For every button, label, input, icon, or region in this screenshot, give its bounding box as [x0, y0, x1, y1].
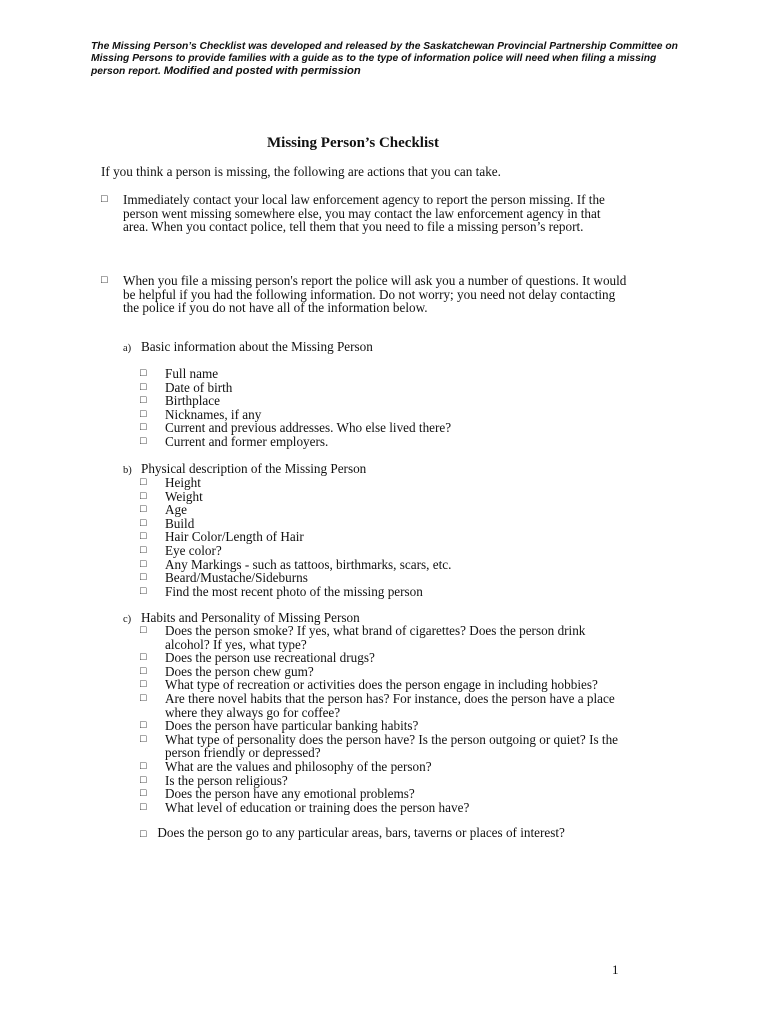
list-item: □ Beard/Mustache/Sideburns — [140, 570, 308, 586]
checkbox-icon: □ — [140, 477, 147, 488]
list-item: □ Weight — [140, 488, 203, 504]
list-item: □ Build — [140, 515, 195, 531]
header-note-tail: Modified and posted with permission — [163, 65, 361, 77]
checkbox-icon: □ — [140, 490, 147, 502]
checkbox-icon: □ — [140, 381, 147, 393]
list-item: □ Is the person religious? — [140, 772, 288, 788]
checkbox-icon: □ — [140, 801, 147, 813]
header-note — [91, 41, 691, 78]
checkbox-icon: □ — [140, 625, 147, 636]
checkbox-icon: □ — [140, 395, 147, 407]
header-note-main: The Missing Person’s Checklist was developed and released by the Saskatchewan Provincial Partnership Committee on Missing Persons to provide families with a guide as to the type of information police will need when filing a missing person report. — [91, 41, 678, 77]
checkbox-icon: □ — [140, 368, 147, 379]
list-item: □ Eye color? — [140, 542, 222, 558]
checkbox-icon: □ — [140, 422, 147, 434]
section-b-list — [140, 476, 620, 598]
checkbox-icon: □ — [140, 517, 147, 529]
checkbox-icon: □ — [140, 829, 147, 840]
checklist-item-report-info — [101, 274, 629, 315]
checkbox-icon: □ — [140, 760, 147, 772]
list-item: □ Full name — [140, 366, 219, 381]
checkbox-icon: □ — [140, 665, 147, 677]
section-letter: b) — [123, 465, 132, 476]
list-item: □ Hair Color/Length of Hair — [140, 529, 304, 545]
page-title: Missing Person’s Checklist — [267, 135, 439, 151]
section-title: Physical description of the Missing Person — [141, 461, 367, 476]
section-letter: c) — [123, 614, 132, 625]
section-a-label — [123, 340, 643, 356]
checkbox-icon: □ — [140, 652, 147, 664]
checkbox-icon: □ — [140, 531, 147, 543]
checkbox-icon: □ — [140, 544, 147, 556]
list-item: □ Find the most recent photo of the missing person — [140, 583, 423, 599]
section-title: Basic information about the Missing Person — [141, 339, 373, 354]
checkbox-icon: □ — [101, 274, 108, 286]
checklist-item-text: Immediately contact your local law enforcement agency to report the person missing. If the person went missing somewhere else, you may contact the law enforcement agency in that area. When you contact police, tell them that you need to file a missing person’s report. — [123, 192, 605, 235]
list-item: □ What level of education or training does the person have? — [140, 799, 470, 815]
list-item: □ Nicknames, if any — [140, 406, 262, 422]
list-item: □ Does the person chew gum? — [140, 663, 314, 679]
checkbox-icon: □ — [140, 679, 147, 691]
list-item: □ Does the person have particular banking habits? — [140, 718, 419, 734]
checkbox-icon: □ — [140, 558, 147, 570]
page-number: 1 — [612, 962, 619, 977]
section-a-list — [140, 367, 620, 449]
checkbox-icon: □ — [140, 788, 147, 800]
checkbox-icon: □ — [140, 408, 147, 420]
list-item: □ Does the person smoke? If yes, what brand of cigarettes? Does the person drink alcohol? If yes, what type? — [140, 623, 586, 652]
list-item: □ Current and previous addresses. Who else lived there? — [140, 420, 452, 436]
section-title: Habits and Personality of Missing Person — [141, 610, 360, 625]
checklist-item-text: When you file a missing person's report the police will ask you a number of questions. It would be helpful if you had the following information. Do not worry; you need not delay contacting the police if you do not have all of the information below. — [123, 273, 627, 316]
list-item: □ What type of recreation or activities does the person engage in including hobbies? — [140, 677, 598, 693]
checkbox-icon: □ — [140, 585, 147, 597]
list-item: □ Current and former employers. — [140, 433, 329, 449]
checkbox-icon: □ — [101, 193, 108, 205]
list-item: □ Height — [140, 475, 201, 490]
list-item: □ Birthplace — [140, 393, 220, 409]
checkbox-icon: □ — [140, 435, 147, 447]
list-item: □ Does the person use recreational drugs? — [140, 650, 375, 666]
list-item: □ Date of birth — [140, 379, 233, 395]
checkbox-icon: □ — [140, 774, 147, 786]
section-letter: a) — [123, 343, 132, 354]
checkbox-icon: □ — [140, 692, 147, 704]
checkbox-icon: □ — [140, 572, 147, 584]
list-item: □ Any Markings - such as tattoos, birthmarks, scars, etc. — [140, 556, 452, 572]
checkbox-icon: □ — [140, 504, 147, 516]
list-item-last: □ Does the person go to any particular areas, bars, taverns or places of interest? — [140, 825, 565, 840]
section-c-list — [140, 624, 620, 814]
list-item: □ Are there novel habits that the person has? For instance, does the person have a place where they always go for coffee? — [140, 690, 615, 720]
intro-text: If you think a person is missing, the following are actions that you can take. — [101, 164, 501, 179]
checkbox-icon: □ — [140, 733, 147, 745]
list-item: □ What are the values and philosophy of the person? — [140, 758, 432, 774]
list-item: □ Age — [140, 502, 187, 518]
list-item: □ What type of personality does the person have? Is the person outgoing or quiet? Is the person friendly or depressed? — [140, 731, 619, 761]
checkbox-icon: □ — [140, 720, 147, 732]
checklist-item-contact-police — [101, 193, 629, 234]
list-item: □ Does the person have any emotional problems? — [140, 786, 415, 802]
